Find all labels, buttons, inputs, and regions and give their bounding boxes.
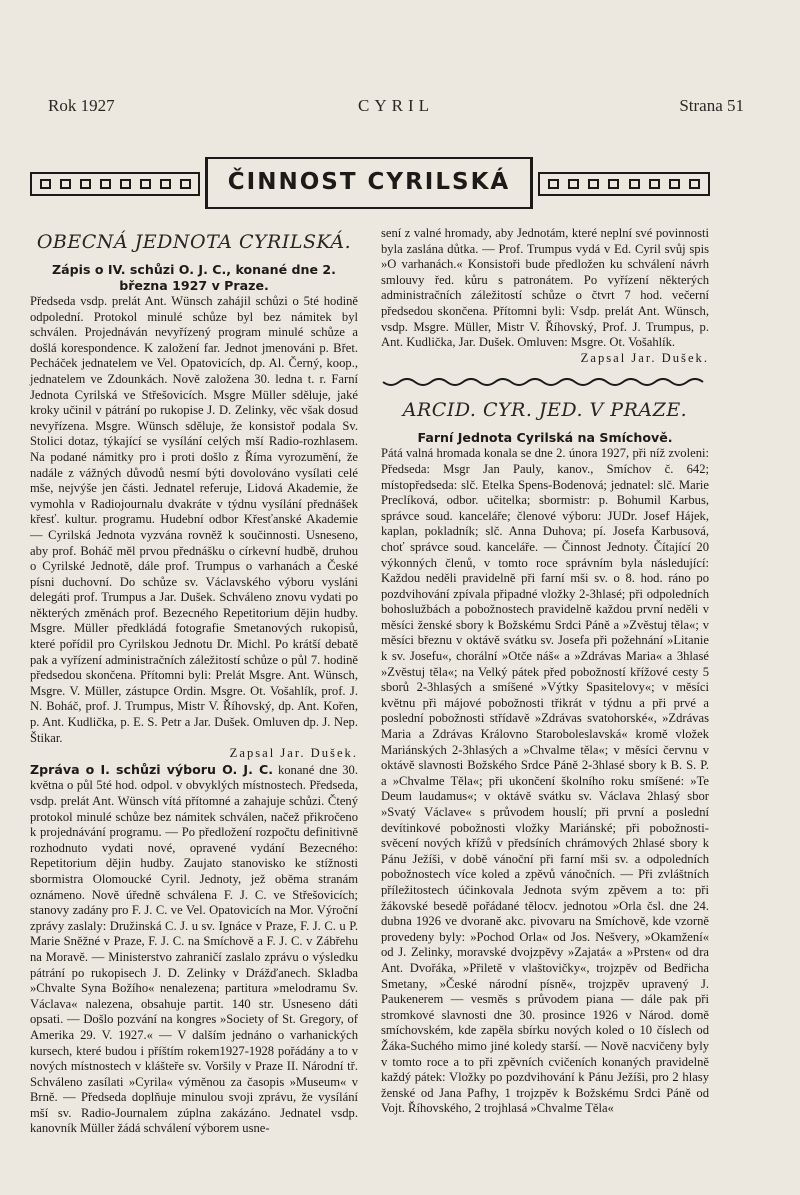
article-heading-zapis: Zápis o IV. schůzi O. J. C., konané dne 2. března 1927 v Praze. (52, 262, 336, 293)
article-heading-smichov: Farní Jednota Cyrilská na Smíchově. (417, 430, 673, 446)
header-year: Rok 1927 (48, 96, 115, 115)
continuation-body: sení z valné hromady, aby Jednotám, které neplní své povinnosti byla zaslána důtka. — Prof. Trumpus vydá v Ed. Cyril svůj spis »O varhanách.« Konsistoři bude předložen ku schválení návrh smlouvy řed. kůru s patronátem. Po vyřízení některých administračních záležitostí schůze o čtvrt 7 hod. večerní předsedou skončena. Přítomni byli: Vsdp. prelát Ant. Wünsch, vsdp. Msgre. Müller, Mistr V. Říhovský, Prof. J. Trumpus, p. Ant. Kudlička, Jar. Dušek. Omluven: Msgre. Ot. Vošahlík. (381, 226, 709, 350)
banner-ornament-left (30, 172, 200, 196)
article-zprava (30, 762, 358, 1137)
banner-title-box (205, 157, 533, 209)
wave-divider (381, 378, 709, 390)
left-column (30, 226, 358, 1137)
article-body-zapis: Předseda vsdp. prelát Ant. Wünsch zahájil schůzi o 5té hodině odpolední. Protokol minulé schůze byl bez námitek byl schválen. Projednáván nevyřízený program minulé schůze a došlá korespondence. K založení far. Jednot jmenováni p. Břet. Pecháček jednatelem ve Vel. Opatovicích, dp. Al. Černý, koop., jednatelem ve Zdounkách. Nově založena 30. ledna t. r. Farní Jednota Cyrilská ve Střešovicích. Msgre Müller sděluje, jaké kroky učinil v pátrání po rukopise J. D. Zelinky, věc však dosud nevyřízena. Msgre. Wünsch sděluje, že konsistoř podala Sv. Stolici dotaz, týkající se vysílání celých mší Radio-rozhlasem. Na podané námitky pro i proti došlo z Říma vyrozumění, že nadále z vážných důvodů nesmí býti dovolováno vysílati celé mše, nejvýše jen části. Jednatel referuje, Lidová Akademie, že vymohla v Radiojournalu dvakráte v týdnu vysílání přednášek křesť. kultur. programu. Hudební odbor Křesťanské Akademie — Cyrilská Jednota vyzvána rovněž k součinnosti. Usneseno, aby prof. Boháč měl prvou přednášku o církevní hudbě, druhou o Cyrilské Jednotě, dále prof. Trumpus o varhanách a České písni duchovní. Do schůze sv. Václavského výboru vysláni delegáti prof. Trumpus a Jar. Dušek. Schváleno znovu vydati po některých změnách prof. Bezecného Repetitorium dějin hudby. Msgre. Müller předkládá fotografie Smetanových rukopisů, které pořídil pro Cyrilskou Jednotu Dr. Michl. Po krátší debatě pak a vyřízení administračních záležitostí schůze o půl 7. hodině předsedou skončena. Přítomni byli: Prelát Msgre. Ant. Wünsch, Msgre. V. Müller, zástupce Ordin. Msgre. Ot. Vošahlík, prof. J. N. Boháč, prof. J. Trumpus, Mistr V. Říhovský, dp. Ant. Kořen, p. Ant. Kudlička, p. E. S. Petr a Jar. Dušek. Omluven dp. J. Nep. Štikar. (30, 294, 358, 745)
running-header (48, 96, 744, 118)
article-signature-zapis: Zapsal Jar. Dušek. (229, 746, 358, 761)
continuation-signature: Zapsal Jar. Dušek. (580, 350, 709, 365)
section-title-arcid: ARCID. CYR. JED. V PRAZE. (402, 399, 688, 422)
header-page-number: Strana 51 (679, 96, 744, 115)
article-heading-zprava: Zpráva o I. schůzi výboru O. J. C. (30, 761, 274, 777)
banner-title: ČINNOST CYRILSKÁ (227, 169, 511, 195)
header-journal-name: CYRIL (358, 96, 434, 115)
section-title-obecna: OBECNÁ JEDNOTA CYRILSKÁ. (36, 231, 352, 253)
article-body-zprava: konané dne 30. května o půl 5té hod. odpol. v obvyklých místnostech. Předseda, vsdp. prelát Ant. Wünsch vítá přítomné a zahajuje schůzi. Čtený protokol minulé schůze bez námitek schválen, načež přikročeno k projednávání programu. — Po předložení rozpočtu definitivně rozhodnuto vydati nové, opravené vydání Bezecného: Repetitorium dějin hudby. Zaujato stanovisko ke stížnosti sbormistra Olomoucké Cyril. Jednoty, jež oběma stranám oznámeno. Nově úředně schválena F. J. C. ve Střešovicích; stanovy zadány pro F. J. C. ve Vel. Opatovicích na Mor. Výroční zprávy zaslaly: Družinská C. J. u sv. Ignáce v Praze, F. J. C. u P. Marie Sněžné v Praze, F. J. C. na Smíchově a F. J. C. v Zábřehu na Moravě. — Ministerstvo zahraničí zaslalo zprávu o výsledku pátrání po rukopisech J. D. Zelinky v Drážďanech. Skladba »Chvalte Syna Božího« nenalezena; partitura »melodramu Sv. Václava« nalezena, obsahuje partit. 140 str. Usneseno dáti opsati. — Došlo pozvání na kongres »Society of St. Gregory, of Amerika 29. V. 1927.« — V dalším jednáno o varhanických kursech, které budou i příštím rokem1927-1928 pořádány a to v nových místnostech v klášteře sv. Voršily v Praze II. Národní tř. Schváleno zasílati »Cyrila« výměnou za časopis »Museum« v Brně. — Předseda doplňuje minulou svoji zprávu, že vysílání mší sv. Radio-Journalem zúplna zakázáno. Jednatel vsdp. kanovník Müller žádá schválení výborem usne- (30, 762, 358, 1136)
right-column (381, 226, 709, 1117)
article-body-smichov: Pátá valná hromada konala se dne 2. února 1927, při níž zvoleni: Předseda: Msgr Jan Pauly, kanov., Smíchov č. 642; místopředseda: slč. Etelka Spens-Bodenová; jednatel: slč. Marie Preclíková, odbor. učitelka; sbormistr: p. Bohumil Karbus, správce soud. kanceláře; členové výboru: JUDr. Josef Hájek, kaplan, pokladník; slč. Anna Duhova; pí. Josefa Karbusová, choť správce soud. kanceláře. — Činnost Jednoty. Čítající 20 výkonných členů, v tomto roce správním byla následující: Každou neděli pravidelně při farní mši sv. o 8. hod. ráno po pozdvihování zpívala připadné vložky 2-3hlasé; při odpoledních bohoslužbách a pobožnostech pravidelně každou první neděli v měsíci ženské sbory k Božskému Srdci Páně a »Zvěstuj těla«; v měsíci březnu v oktávě svátku sv. Josefa při požehnání »Litanie k sv. Josefu«, chorální »Otče náš« a »Zdrávas Maria« a 3hlasé »Zvěstuj těla«; na Velký pátek před pobožností křížové cesty 5 sborů 2-3hlasých a smíšené »Výtky Spasitelovy«; v měsíci květnu při májové pobožnosti třikrát v týdnu a při prvé a poslední pobožnosti střídavě »Zdrávas svatohorské«, »Zdrávas Maria a Zdrávas Královno Staroboleslavská« kromě vložek Mariánských 2-3hlasých a »Chvalme těla«; v měsíci červnu v oktávě slavnosti Božského Srdce Páně 2-3hlasé sbory k B. S. P. a »Chvalme Těla«; při ukončení školního roku smíšené: »Te Deum laudamus«; v oktávě svátku sv. Václava 2hlasý sbor »Svatý Václave« s průvodem houslí; při první a poslední devítinkové pobožnosti vložky Mariánské; při pobožnosti-svěcení nových křížů v předsíních chrámových 2hlasé sbory k Pánu Ježíši, v době vánoční při farní mši sv. a odpoledních pobožnostech více koled a zpěvů vánočních. — Při zvláštních příležitostech účinkovala Jednota svým zpěvem a to: při žákovské besedě pořádané tělocv. jednotou »Orla čsl. dne 24. dubna 1926 ve dvoraně akc. pivovaru na Smíchově, kde vzorně provedeny byly: »Pochod Orla« od Jos. Nešvery, »Okamžení« od J. Zelinky, moravské dvojzpěvy »Zajatá« a »Prsten« od dra Ant. Dvořáka, »Přiletě v vlaštovičky«, trojzpěv od Bedřicha Smetany, »České národní písně«, trojzpěv upravený J. Paukenerem — vesměs s průvodem piana — dále pak při stromkové slavnosti dne 30. prosince 1926 v Národ. domě smíchovském, kde zapěla sbírku nových koled o 10 číslech od Žáka-Suchého mimo jiné koledy starší. — Nově nacvičeny byly v tomto roce a to při zpěvních cvičeních konaných pravidelně každý pátek: Vložky po pozdvihování k Pánu Ježíši, pro 2 hlasy ženské od Jana Pafhy, 1 trojzpěv k Božskému Srdci Páně od Vojt. Říhovského, 2 trojhlasá »Chvalme Těla« (381, 446, 709, 1116)
section-banner (30, 157, 710, 209)
banner-ornament-right (538, 172, 710, 196)
